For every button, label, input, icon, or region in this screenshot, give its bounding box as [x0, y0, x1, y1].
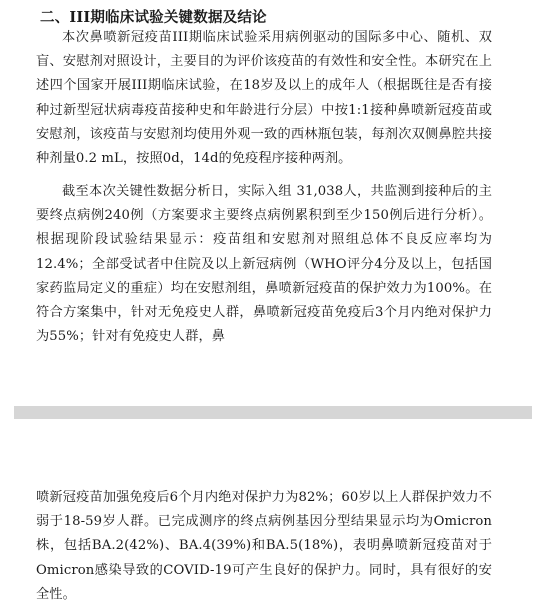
paragraph-trial-results: 截至本次关键性数据分析日，实际入组 31,038人，共监测到接种后的主要终点病例240例（方案要求主要终点病例累积到至少150例后进行分析）。根据现阶段试验结果显示：疫苗组和安慰剂对照组总体不良反应率均为12.4%；全部受试者中住院及以上新冠病例（WHO评分4分及以上，包括国家药监局定义的重症）均在安慰剂组，鼻喷新冠疫苗的保护效力为100%。在符合方案集中，针对无免疫史人群，鼻喷新冠疫苗免疫后3个月内绝对保护力为55%；针对有免疫史人群，鼻: [36, 184, 492, 345]
paragraph-results-continued: 喷新冠疫苗加强免疫后6个月内绝对保护力为82%；60岁以上人群保护效力不弱于18-59岁人群。已完成测序的终点病例基因分型结果显示均为Omicron株，包括BA.2(42%)、BA.4(39%)和BA.5(18%)，表明鼻喷新冠疫苗对于Omicron感染导致的COVID-19可产生良好的保护力。同时，具有很好的安全性。: [36, 490, 492, 602]
paragraph-trial-design: 本次鼻喷新冠疫苗III期临床试验采用病例驱动的国际多中心、随机、双盲、安慰剂对照设计，主要目的为评价该疫苗的有效性和安全性。本研究在上述四个国家开展III期临床试验，在18岁及以上的成年人（根据既往是否有接种过新型冠状病毒疫苗接种史和年龄进行分层）中按1:1接种鼻喷新冠疫苗或安慰剂，该疫苗与安慰剂均使用外观一致的西林瓶包装，每剂次双侧鼻腔共接种剂量0.2 mL，按照0d，14d的免疫程序接种两剂。: [36, 30, 492, 167]
page-break-band: [14, 406, 532, 419]
section-heading: 二、III期临床试验关键数据及结论: [40, 9, 267, 26]
